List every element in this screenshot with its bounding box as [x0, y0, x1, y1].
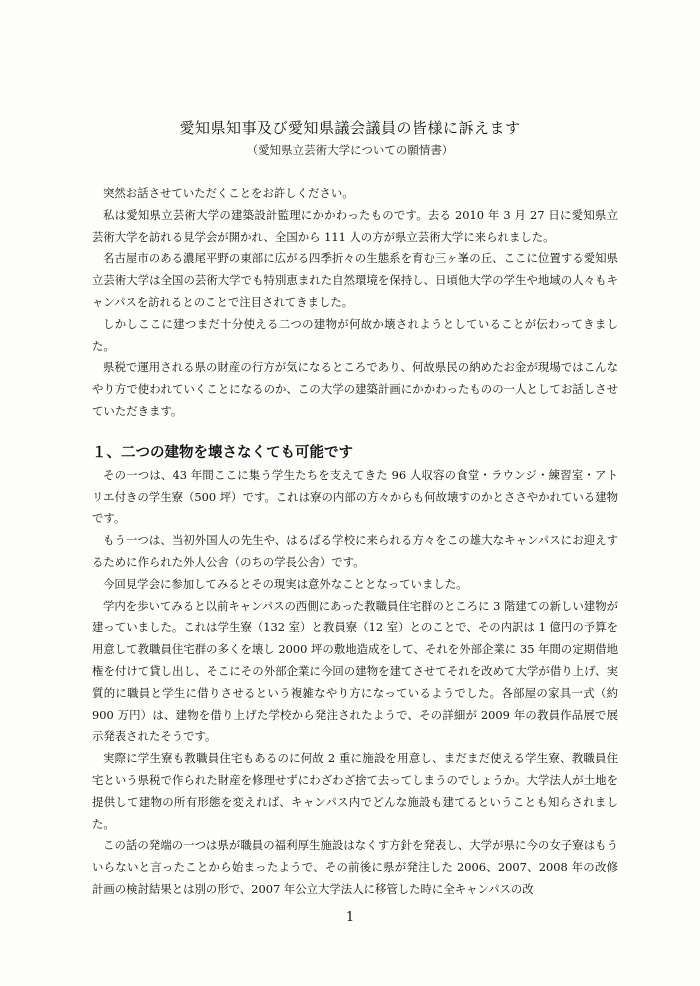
page-subtitle: （愛知県立芸術大学についての願情書）	[246, 143, 454, 157]
intro-paragraph: 突然お話させていただくことをお許しください。	[103, 186, 354, 200]
intro-paragraph: しかしここに建つまだ十分使える二つの建物が何故か壊されようとしていることが伝わってきました。	[92, 316, 618, 353]
page-title: 愛知県知事及び愛知県議会議員の皆様に訴えます	[179, 119, 521, 137]
section-paragraph: もう一つは、当初外国人の先生や、はるばる学校に来られる方々をこの雄大なキャンパスにお迎えするために作られた外人公舎（のちの学長公舎）です。	[92, 533, 618, 569]
document-body	[92, 183, 618, 901]
section-paragraph: この話の発端の一つは県が職員の福利厚生施設はなくす方針を発表し、大学が県に今の女子寮はもういらないと言ったことから始まったようで、その前後に県が発注した 2006、2007、2008 年の改修計画の検討結果とは別の形で、2007 年公立大学法人に移管した時に全キャンパスの改	[92, 838, 618, 896]
section-paragraph: 実際に学生寮も教職員住宅もあるのに何故 2 重に施設を用意し、まだまだ使える学生寮、教職員住宅という県税で作られた財産を修理せずにわざわざ捨て去ってしまうのでしょうか。大学法人が土地を提供して建物の所有形態を変えれば、キャンパス内でどんな施設も建てるということも知らされました。	[92, 751, 618, 831]
intro-paragraph: 私は愛知県立芸術大学の建築設計監理にかかわったものです。去る 2010 年 3 月 27 日に愛知県立芸術大学を訪れる見学会が開かれ、全国から 111 人の方が県立芸術大学に来られました。	[92, 207, 618, 244]
intro-paragraph: 名古屋市のある濃尾平野の東部に広がる四季折々の生態系を育む三ヶ峯の丘、ここに位置する愛知県立芸術大学は全国の芸術大学でも特別恵まれた自然環境を保持し、日頃他大学の学生や地域の人々もキャンパスを訪れるとのことで注目されてきました。	[92, 251, 618, 309]
section-paragraph: 今回見学会に参加してみるとその現実は意外なこととなっていました。	[103, 576, 468, 591]
page-number: 1	[345, 910, 355, 925]
intro-paragraph: 県税で運用される県の財産の行方が気になるところであり、何故県民の納めたお金が現場ではこんなやり方で使われていくことになるのか、この大学の建築計画にかかわったものの一人としてお話しさせていただきます。	[92, 360, 618, 418]
section-paragraph: その一つは、43 年間ここに集う学生たちを支えてきた 96 人収容の食堂・ラウンジ・練習室・アトリエ付きの学生寮（500 坪）です。これは寮の内部の方々からも何故壊すのかとささやかれている建物です。	[92, 467, 618, 526]
section-heading: １、二つの建物を壊さなくても可能です	[92, 443, 353, 461]
section-paragraph: 学内を歩いてみると以前キャンパスの西側にあった教職員住宅群のところに 3 階建ての新しい建物が建っていました。これは学生寮（132 室）と教員寮（12 室）とのことで、その内訳は 1 億円の予算を用意して教職員住宅群の多くを壊し 2000 坪の敷地造成をして、それを外部企業に 35 年間の定期借地権を付けて貸し出し、そこにその外部企業に今回の建物を建てさせてそれを改めて大学が借り上げ、実質的に職員と学生に借りさせるという複雑なやり方になっているようでした。各部屋の家具一式（約 900 万円）は、建物を借り上げた学校から発注されたようで、その詳細が 2009 年の教員作品展で展示発表されたそうです。	[92, 598, 618, 744]
